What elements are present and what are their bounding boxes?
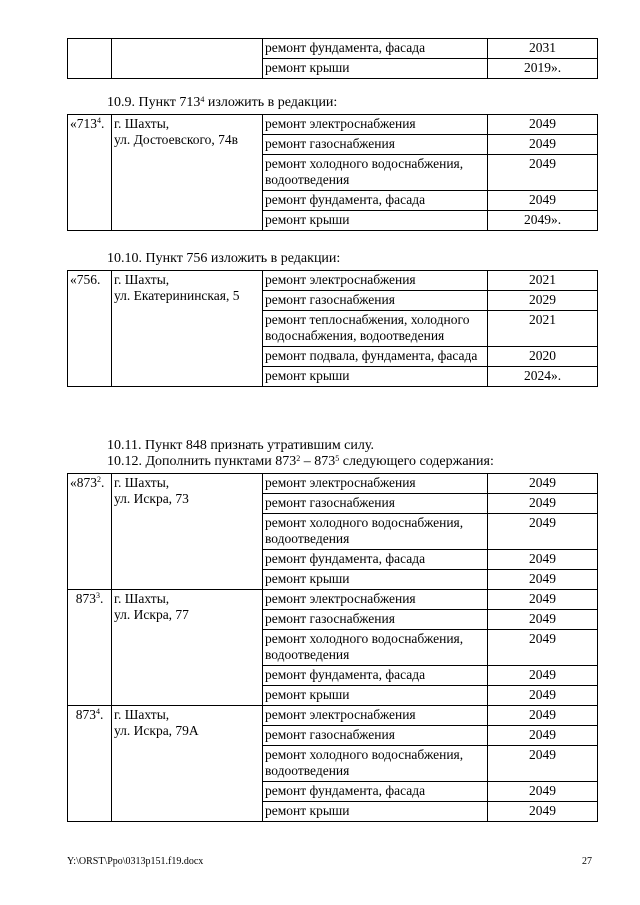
work-cell: ремонт крыши bbox=[263, 367, 488, 387]
work-cell: ремонт фундамента, фасада bbox=[263, 782, 488, 802]
year-cell: 2049 bbox=[488, 782, 598, 802]
work-cell: ремонт холодного водоснабжения, водоотведения bbox=[263, 155, 488, 191]
year-cell: 2049 bbox=[488, 155, 598, 191]
year-cell: 2031 bbox=[488, 39, 598, 59]
work-cell: ремонт холодного водоснабжения, водоотведения bbox=[263, 746, 488, 782]
work-cell: ремонт газоснабжения bbox=[263, 135, 488, 155]
work-cell: ремонт холодного водоснабжения, водоотведения bbox=[263, 630, 488, 666]
work-cell: ремонт крыши bbox=[263, 211, 488, 231]
work-cell: ремонт фундамента, фасада bbox=[263, 550, 488, 570]
work-cell: ремонт электроснабжения bbox=[263, 706, 488, 726]
work-cell: ремонт газоснабжения bbox=[263, 726, 488, 746]
table-713 bbox=[67, 114, 598, 231]
work-cell: ремонт теплоснабжения, холодного водоснабжения, водоотведения bbox=[263, 311, 488, 347]
year-cell: 2049». bbox=[488, 211, 598, 231]
table-756 bbox=[67, 270, 598, 387]
work-cell: ремонт крыши bbox=[263, 686, 488, 706]
paragraph-10-9: 10.9. Пункт $713^4$ изложить в редакции: bbox=[107, 95, 338, 110]
work-cell: ремонт электроснабжения bbox=[263, 271, 488, 291]
table-row bbox=[68, 39, 598, 59]
work-cell: ремонт фундамента, фасада bbox=[263, 191, 488, 211]
year-cell: 2021 bbox=[488, 271, 598, 291]
work-cell: ремонт крыши bbox=[263, 570, 488, 590]
work-cell: ремонт газоснабжения bbox=[263, 291, 488, 311]
item-number: «$713^4$. bbox=[68, 115, 112, 231]
paragraph-10-10: 10.10. Пункт 756 изложить в редакции: bbox=[107, 251, 341, 266]
year-cell: 2049 bbox=[488, 590, 598, 610]
item-number: «$873^2$. bbox=[68, 474, 112, 590]
address-cell: г. Шахты, ул. Искра, 73 bbox=[112, 474, 263, 590]
paragraph-10-11: 10.11. Пункт 848 признать утратившим силу. bbox=[107, 438, 374, 453]
year-cell: 2049 bbox=[488, 610, 598, 630]
year-cell: 2049 bbox=[488, 570, 598, 590]
year-cell: 2049 bbox=[488, 191, 598, 211]
year-cell: 2024». bbox=[488, 367, 598, 387]
work-cell: ремонт холодного водоснабжения, водоотведения bbox=[263, 514, 488, 550]
year-cell: 2049 bbox=[488, 474, 598, 494]
address-cell: г. Шахты, ул. Искра, 79А bbox=[112, 706, 263, 822]
year-cell: 2049 bbox=[488, 686, 598, 706]
item-number: $873^4$. bbox=[68, 706, 112, 822]
table-row bbox=[68, 474, 598, 494]
work-cell: ремонт электроснабжения bbox=[263, 115, 488, 135]
work-cell: ремонт газоснабжения bbox=[263, 610, 488, 630]
table-row bbox=[68, 115, 598, 135]
year-cell: 2049 bbox=[488, 115, 598, 135]
paragraph-10-12: 10.12. Дополнить пунктами $873^2 - 873^5$ следующего содержания: bbox=[107, 454, 494, 469]
table-row bbox=[68, 706, 598, 726]
year-cell: 2029 bbox=[488, 291, 598, 311]
num-cell bbox=[68, 39, 112, 79]
work-cell: ремонт электроснабжения bbox=[263, 590, 488, 610]
work-cell: ремонт фундамента, фасада bbox=[263, 666, 488, 686]
year-cell: 2049 bbox=[488, 550, 598, 570]
table-row bbox=[68, 271, 598, 291]
footer-file-path: Y:\ORST\Ppo\0313p151.f19.docx bbox=[67, 856, 204, 867]
work-cell: ремонт подвала, фундамента, фасада bbox=[263, 347, 488, 367]
year-cell: 2049 bbox=[488, 135, 598, 155]
year-cell: 2049 bbox=[488, 706, 598, 726]
year-cell: 2020 bbox=[488, 347, 598, 367]
footer-page-number: 27 bbox=[582, 856, 592, 867]
year-cell: 2049 bbox=[488, 746, 598, 782]
work-cell: ремонт фундамента, фасада bbox=[263, 39, 488, 59]
work-cell: ремонт крыши bbox=[263, 802, 488, 822]
work-cell: ремонт газоснабжения bbox=[263, 494, 488, 514]
year-cell: 2049 bbox=[488, 514, 598, 550]
year-cell: 2049 bbox=[488, 802, 598, 822]
year-cell: 2021 bbox=[488, 311, 598, 347]
address-cell: г. Шахты, ул. Искра, 77 bbox=[112, 590, 263, 706]
table-873 bbox=[67, 473, 598, 822]
address-cell bbox=[112, 39, 263, 79]
year-cell: 2049 bbox=[488, 494, 598, 514]
address-cell: г. Шахты, ул. Достоевского, 74в bbox=[112, 115, 263, 231]
year-cell: 2049 bbox=[488, 726, 598, 746]
year-cell: 2049 bbox=[488, 666, 598, 686]
table-continuation bbox=[67, 38, 598, 79]
work-cell: ремонт электроснабжения bbox=[263, 474, 488, 494]
year-cell: 2049 bbox=[488, 630, 598, 666]
address-cell: г. Шахты, ул. Екатерининская, 5 bbox=[112, 271, 263, 387]
item-number: «756. bbox=[68, 271, 112, 387]
table-row bbox=[68, 590, 598, 610]
year-cell: 2019». bbox=[488, 59, 598, 79]
work-cell: ремонт крыши bbox=[263, 59, 488, 79]
item-number: $873^3$. bbox=[68, 590, 112, 706]
